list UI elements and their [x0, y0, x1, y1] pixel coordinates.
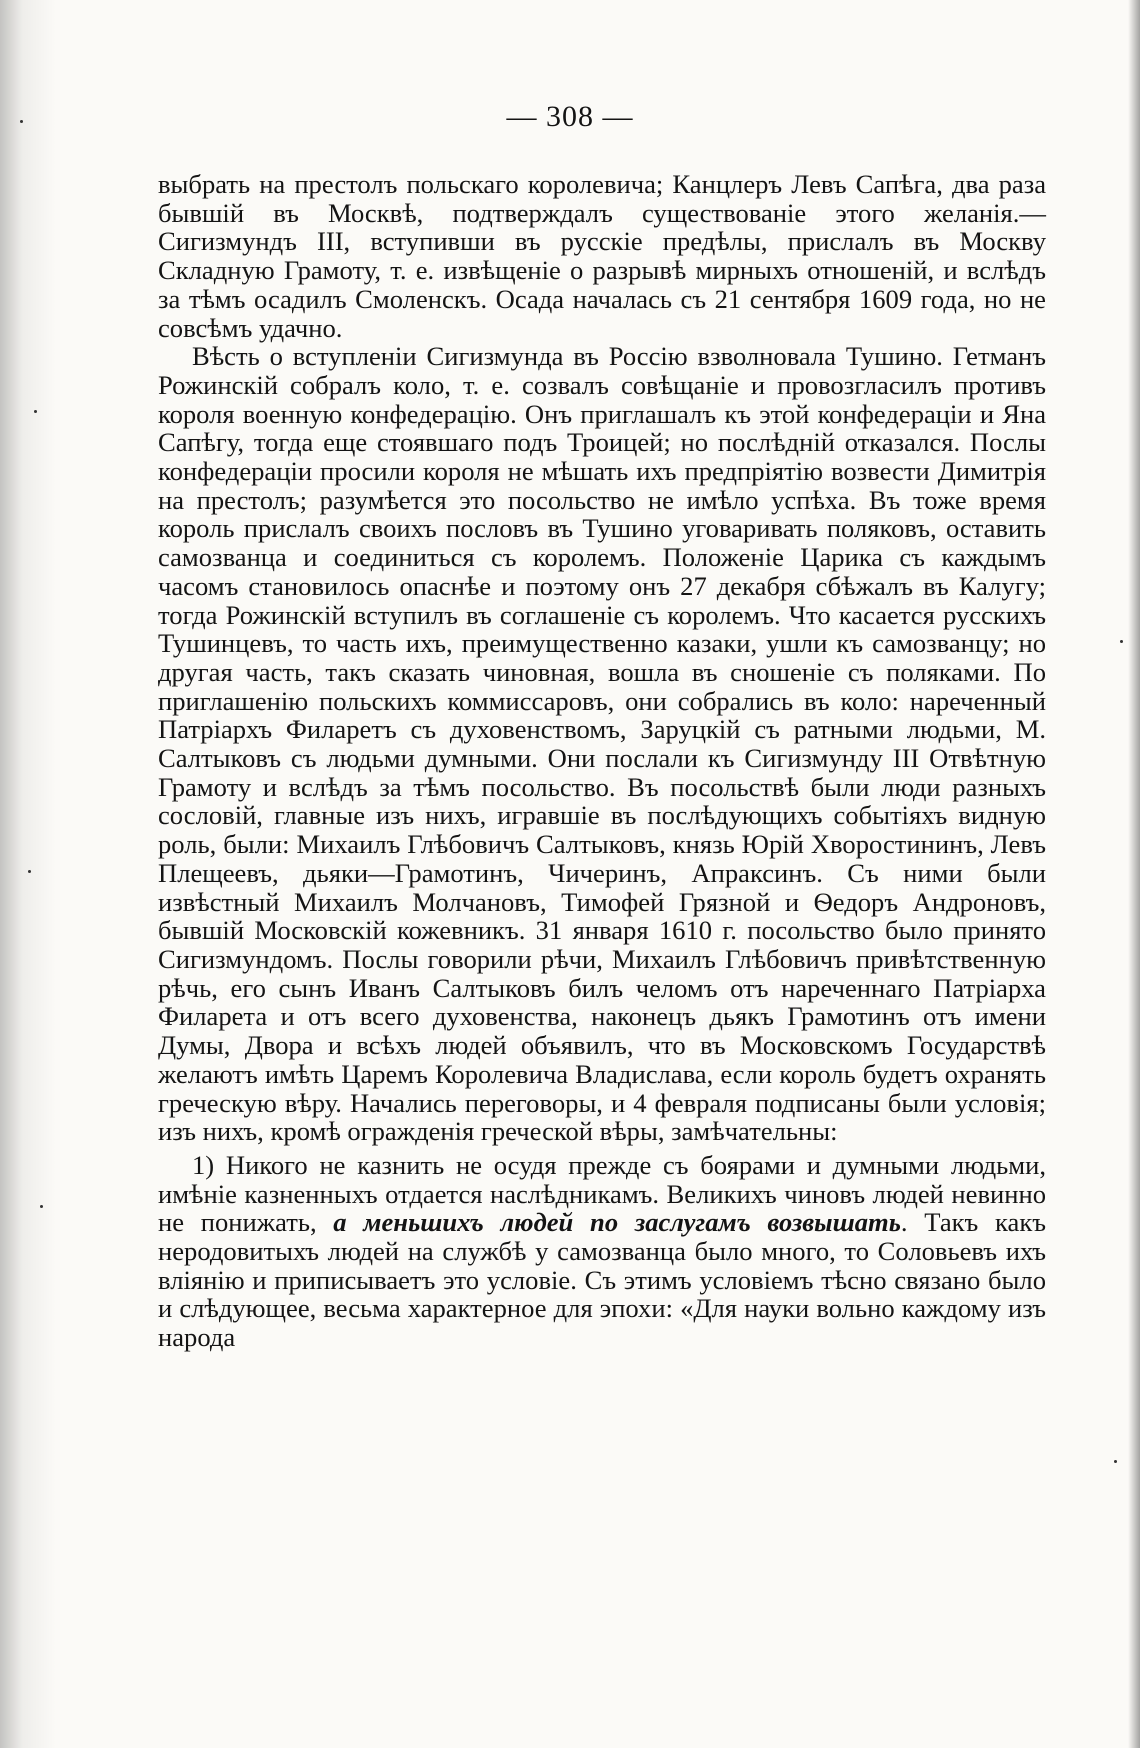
scan-speck	[40, 1205, 43, 1208]
scan-speck	[1114, 1460, 1117, 1463]
scan-speck	[28, 870, 31, 873]
scan-speck	[34, 410, 37, 413]
paragraph-3-start: 1) Никого не казнить не осудя прежде съ боярами и думными людьми, имѣніе казненныхъ отдается наслѣдникамъ. Великихъ чиновъ людей невинно не понижать,	[158, 1149, 1046, 1238]
paragraph-3	[158, 1151, 1046, 1352]
scan-speck	[1120, 640, 1123, 643]
paragraph-3-end: . Такъ какъ неродовитыхъ людей на службѣ у самозванца было много, то Соловьевъ ихъ вліянію и приписываетъ это условіе. Съ этимъ условіемъ тѣсно связано было и слѣдующее, весьма характерное для эпохи: «Для науки вольно каждому изъ народа	[158, 1207, 1046, 1353]
paragraph-1: выбрать на престолъ польскаго королевича; Канцлеръ Левъ Сапѣга, два раза бывшій въ Москвѣ, подтверждалъ существованіе этого желанія.—Сигизмундъ III, вступивши въ русскіе предѣлы, прислалъ въ Москву Складную Грамоту, т. е. извѣщеніе о разрывѣ мирныхъ отношеній, и вслѣдъ за тѣмъ осадилъ Смоленскъ. Осада началась съ 21 сентября 1609 года, но не совсѣмъ удачно.	[158, 169, 1046, 343]
scan-shadow-left	[0, 0, 56, 1748]
body-text	[158, 170, 1046, 1352]
scan-shadow-right	[1128, 0, 1140, 1748]
paragraph-3-emphasis: а меньшихъ людей по заслугамъ возвышать	[333, 1207, 901, 1238]
page-number: — 308 —	[506, 100, 634, 133]
paragraph-2: Вѣсть о вступленіи Сигизмунда въ Россію взволновала Тушино. Гетманъ Рожинскій собралъ коло, т. е. созвалъ совѣщаніе и провозгласилъ противъ короля военную конфедерацію. Онъ приглашалъ къ этой конфедераціи и Яна Сапѣгу, тогда еще стоявшаго подъ Троицей; но послѣдній отказался. Послы конфедераціи просили короля не мѣшать ихъ предпріятію возвести Димитрія на престолъ; разумѣется это посольство не имѣло успѣха. Въ тоже время король прислалъ своихъ пословъ въ Тушино уговаривать поляковъ, оставить самозванца и соединиться съ королемъ. Положеніе Царика съ каждымъ часомъ становилось опаснѣе и поэтому онъ 27 декабря сбѣжалъ въ Калугу; тогда Рожинскій вступилъ въ соглашеніе съ королемъ. Что касается русскихъ Тушинцевъ, то часть ихъ, преимущественно казаки, ушли къ самозванцу; но другая часть, такъ сказать чиновная, вошла въ сношеніе съ поляками. По приглашенію польскихъ коммиссаровъ, они собрались въ коло: нареченный Патріархъ Филаретъ съ духовенствомъ, Заруцкій съ ратными людьми, М. Салтыковъ съ людьми думными. Они послали къ Сигизмунду III Отвѣтную Грамоту и вслѣдъ за тѣмъ посольство. Въ посольствѣ были люди разныхъ сословій, главные изъ нихъ, игравшіе въ послѣдующихъ событіяхъ видную роль, были: Михаилъ Глѣбовичъ Салтыковъ, князь Юрій Хворостининъ, Левъ Плещеевъ, дьяки—Грамотинъ, Чичеринъ, Апраксинъ. Съ ними были извѣстный Михаилъ Молчановъ, Тимофей Грязной и Ѳедоръ Андроновъ, бывшій Московскій кожевникъ. 31 января 1610 г. посольство было принято Сигизмундомъ. Послы говорили рѣчи, Михаилъ Глѣбовичъ привѣтственную рѣчь, его сынъ Иванъ Салтыковъ билъ челомъ отъ нареченнаго Патріарха Филарета и отъ всего духовенства, наконецъ дьякъ Грамотинъ отъ имени Думы, Двора и всѣхъ людей объявилъ, что въ Московскомъ Государствѣ желаютъ имѣть Царемъ Королевича Владислава, если король будетъ охранять греческую вѣру. Начались переговоры, и 4 февраля подписаны были условія; изъ нихъ, кромѣ огражденія греческой вѣры, замѣчательны:	[158, 341, 1046, 1147]
